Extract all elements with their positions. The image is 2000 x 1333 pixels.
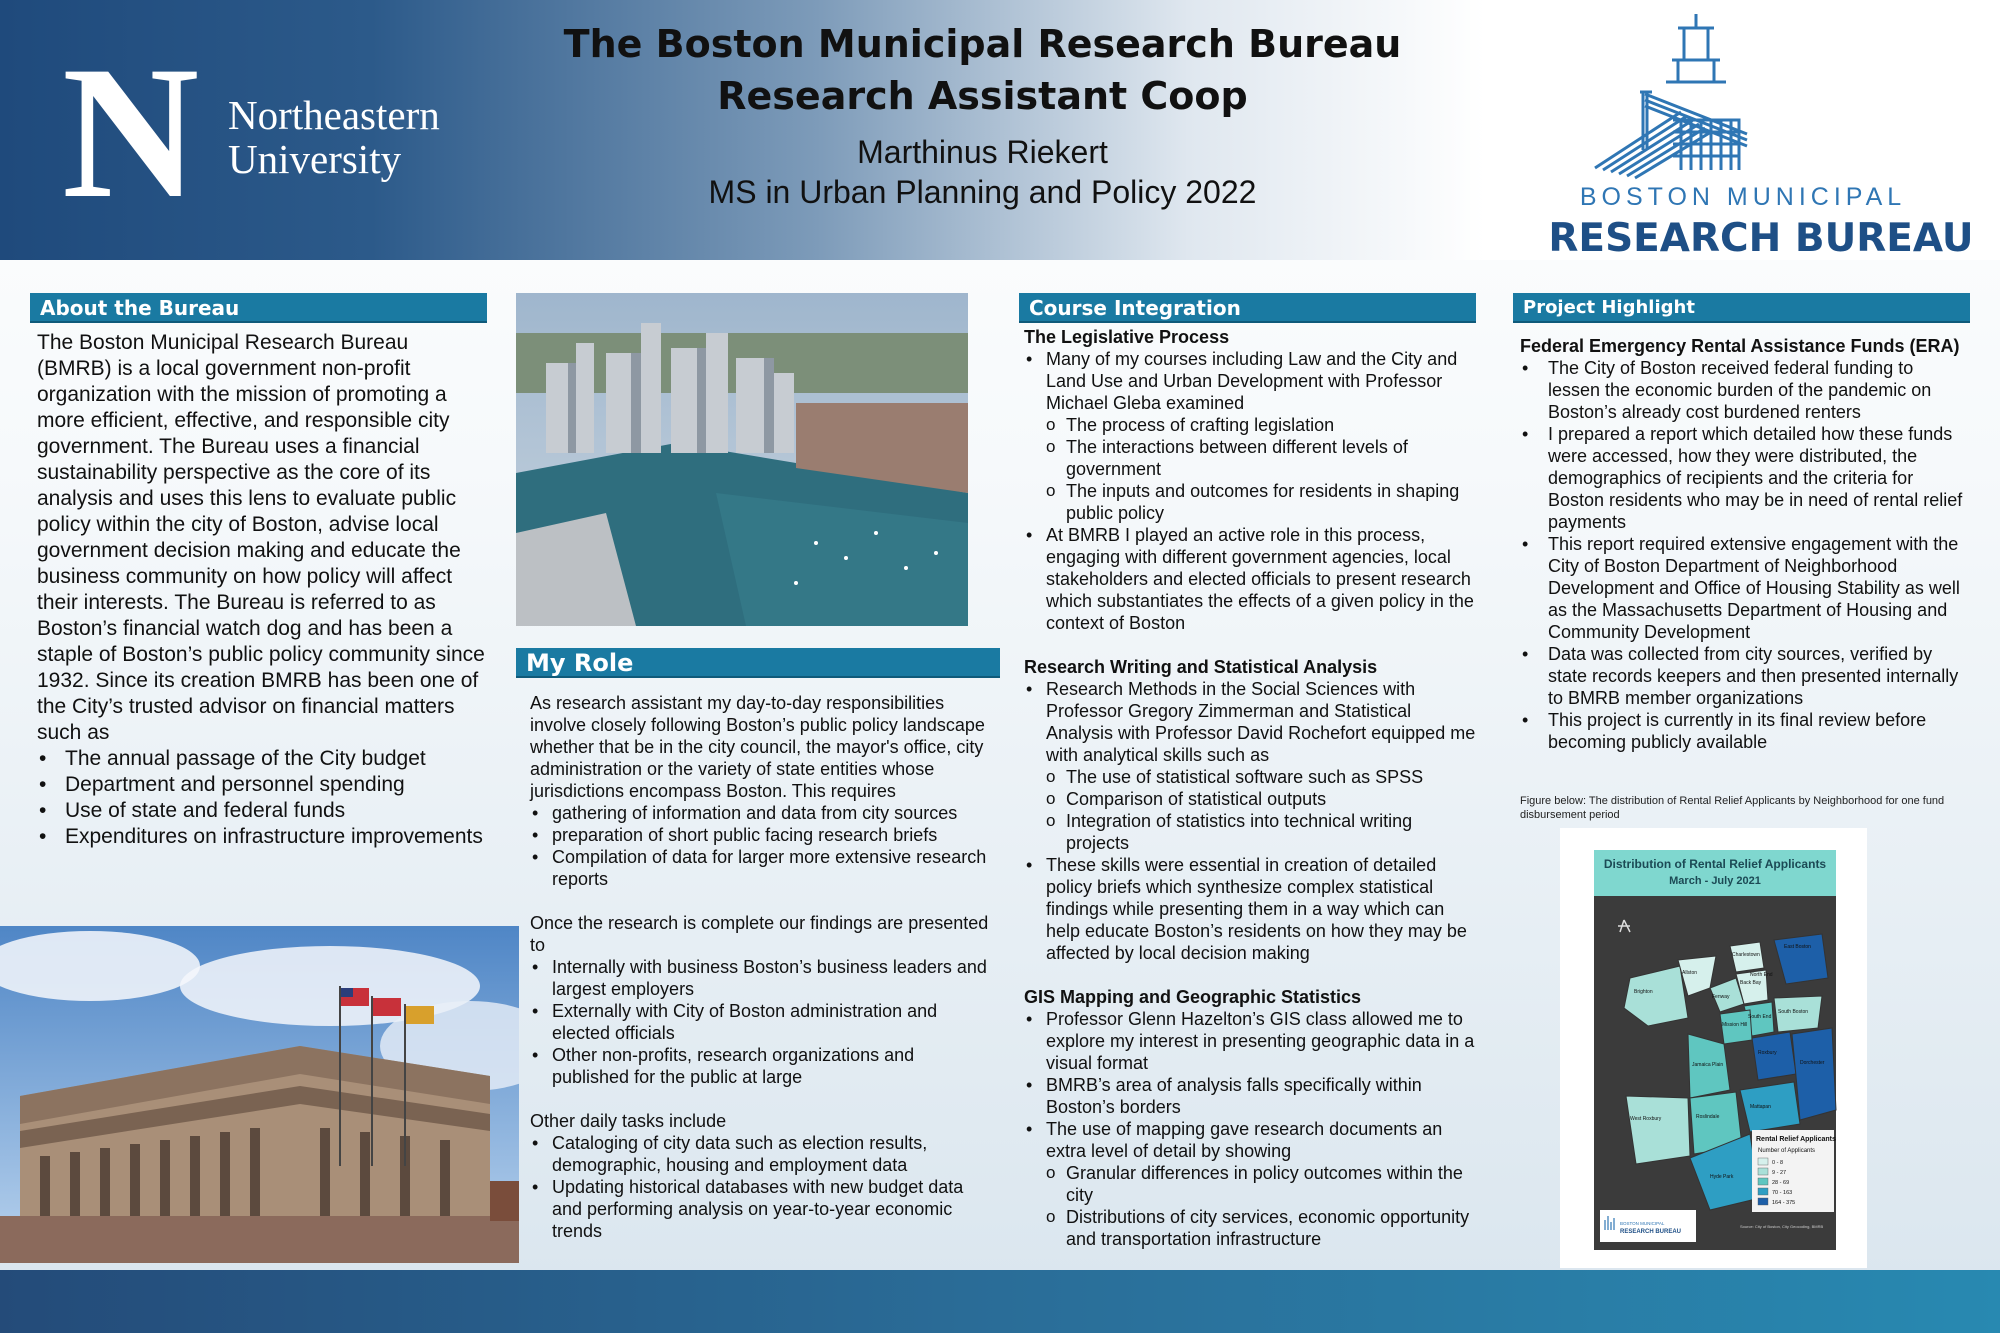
list-item: • Data was collected from city sources, verified by state records keepers and then presented internally to BMRB member organizations (1520, 643, 1970, 709)
map-logo-line1: BOSTON MUNICIPAL (1620, 1221, 1665, 1226)
my-role-other-list (530, 1132, 990, 1242)
list-item: • preparation of short public facing research briefs (530, 824, 990, 846)
label-roslindale: Roslindale (1696, 1114, 1720, 1120)
highlight-bullet-list (1520, 357, 1970, 753)
legend-swatch (1758, 1198, 1768, 1205)
my-role-findings-list (530, 956, 990, 1088)
course-section (1024, 326, 1476, 1250)
poster-footer (0, 1270, 2000, 1333)
sub-list-item: o The inputs and outcomes for residents in shaping public policy (1024, 480, 1476, 524)
my-role-requires-list (530, 802, 990, 890)
sub-list-item: o The process of crafting legislation (1024, 414, 1476, 436)
highlight-section (1520, 335, 1970, 753)
list-item: • BMRB’s area of analysis falls specifically within Boston’s borders (1024, 1074, 1476, 1118)
legend-label: 9 - 27 (1772, 1170, 1787, 1176)
list-item: • Other non-profits, research organizations and published for the public at large (530, 1044, 990, 1088)
about-section (37, 330, 485, 850)
list-item-text: Research Methods in the Social Sciences with Professor Gregory Zimmerman and Statistical Analysis with Professor David Rochefort equipped me with analytical skills such as (1046, 679, 1476, 765)
about-heading: About the Bureau (30, 293, 487, 323)
list-item: • At BMRB I played an active role in this process, engaging with different government agencies, local stakeholders and elected officials to present research which substantiates the effects of a given policy in the context of Boston (1024, 524, 1476, 634)
list-item: • These skills were essential in creation of detailed policy briefs which synthesize complex statistical findings while presenting them in a way which can help educate Boston’s residents on how they may be affected by local decision making (1024, 854, 1476, 964)
map-logo-line2: RESEARCH BUREAU (1620, 1229, 1682, 1235)
list-item: • Updating historical databases with new budget data and performing analysis on year-to-year economic trends (530, 1176, 990, 1242)
sub-list-item: o The interactions between different levels of government (1024, 436, 1476, 480)
poster-title-line2: Research Assistant Coop (717, 74, 1248, 118)
legend-title: Rental Relief Applicants (1756, 1136, 1836, 1143)
legend-swatch (1758, 1178, 1768, 1185)
sub-list (1046, 414, 1476, 524)
label-back-bay: Back Bay (1740, 980, 1762, 986)
list-item (1024, 1118, 1476, 1250)
university-name-line2: University (228, 136, 402, 182)
legend-swatch (1758, 1188, 1768, 1195)
region-west-roxbury (1626, 1096, 1690, 1164)
label-north-end: North End (1750, 972, 1773, 978)
list-item: • Use of state and federal funds (37, 798, 485, 824)
label-fenway: Fenway (1712, 994, 1730, 1000)
label-mattapan: Mattapan (1750, 1104, 1771, 1110)
poster-header (0, 0, 1485, 260)
my-role-intro: As research assistant my day-to-day responsibilities involve closely following Boston’s public policy landscape whether that be in the city council, the mayor's office, city administration or the variety of state entities whose jurisdictions encompass Boston. This requires (530, 693, 985, 801)
label-mission-hill: Mission Hill (1722, 1022, 1748, 1028)
legend-label: 70 - 163 (1772, 1190, 1793, 1196)
region-dorchester (1792, 1028, 1836, 1120)
bmrb-logo (1485, 0, 2000, 260)
bmrb-logo-line2: RESEARCH BUREAU (1548, 216, 1974, 260)
my-role-section (530, 692, 990, 1242)
legend-swatch (1758, 1168, 1768, 1175)
my-role-other-intro: Other daily tasks include (530, 1111, 727, 1131)
highlight-heading: Project Highlight (1513, 293, 1970, 323)
my-role-heading: My Role (516, 648, 1000, 678)
list-item: • This project is currently in its final review before becoming publicly available (1520, 709, 1970, 753)
label-roxbury: Roxbury (1758, 1050, 1777, 1056)
label-dorchester: Dorchester (1800, 1060, 1825, 1066)
list-item: • Expenditures on infrastructure improvements (37, 824, 485, 850)
list-item-text: Many of my courses including Law and the City and Land Use and Urban Development with Professor Michael Gleba examined (1046, 349, 1458, 413)
my-role-findings-intro: Once the research is complete our findings are presented to (530, 913, 989, 955)
list-item: • The annual passage of the City budget (37, 746, 485, 772)
course-heading: Course Integration (1019, 293, 1476, 323)
about-bullet-list (37, 746, 485, 850)
bmrb-logo-line1: BOSTON MUNICIPAL (1579, 183, 1907, 211)
label-hyde-park: Hyde Park (1710, 1174, 1734, 1180)
legend-swatch (1758, 1158, 1768, 1165)
label-south-boston: South Boston (1778, 1009, 1809, 1015)
university-name-line1: Northeastern (228, 92, 440, 138)
label-west-roxbury: West Roxbury (1630, 1116, 1662, 1122)
region-roxbury (1752, 1032, 1796, 1080)
sub-list (1046, 766, 1476, 854)
course-subhead-legislative: The Legislative Process (1024, 327, 1230, 347)
label-allston: Allston (1682, 970, 1698, 976)
poster-title-line1: The Boston Municipal Research Bureau (563, 22, 1402, 66)
bmrb-tower-bridge-icon (1485, 0, 2000, 260)
list-item: • gathering of information and data from city sources (530, 802, 990, 824)
sub-list (1046, 1162, 1476, 1250)
course-gis-list (1024, 1008, 1476, 1250)
boston-aerial-photo (516, 293, 968, 626)
course-subhead-gis: GIS Mapping and Geographic Statistics (1024, 987, 1362, 1007)
northeastern-wordmark (228, 93, 440, 181)
poster-title-block (500, 18, 1465, 212)
rental-relief-map-svg (1560, 828, 1867, 1268)
list-item: • Externally with City of Boston administration and elected officials (530, 1000, 990, 1044)
figure-caption: Figure below: The distribution of Rental Relief Applicants by Neighborhood for one fund disbursement period (1520, 795, 1945, 821)
highlight-title: Federal Emergency Rental Assistance Funds (ERA) (1520, 336, 1960, 356)
label-charlestown: Charlestown (1732, 952, 1760, 958)
map-title-line1: Distribution of Rental Relief Applicants (1603, 857, 1827, 871)
about-paragraph: The Boston Municipal Research Bureau (BMRB) is a local government non-profit organization with the mission of promoting a more efficient, effective, and responsible city government. The Bureau uses a financial sustainability perspective as the core of its analysis and uses this lens to evaluate public policy within the city of Boston, advise local government decision making and educate the business community on how policy will affect their interests. The Bureau is referred to as Boston’s financial watch dog and has been a staple of Boston’s public policy community since 1932. Since its creation BMRB has been one of the City’s trusted advisor on financial matters such as (37, 331, 485, 744)
list-item: • Department and personnel spending (37, 772, 485, 798)
course-subhead-research: Research Writing and Statistical Analysis (1024, 657, 1378, 677)
list-item-text: The use of mapping gave research documents an extra level of detail by showing (1046, 1119, 1443, 1161)
legend-subtitle: Number of Applicants (1758, 1148, 1816, 1154)
map-title-line2: March - July 2021 (1669, 875, 1761, 887)
label-south-end: South End (1748, 1014, 1772, 1020)
author-name: Marthinus Riekert (857, 134, 1108, 170)
list-item: • Professor Glenn Hazelton’s GIS class allowed me to explore my interest in presenting geographic data in a visual format (1024, 1008, 1476, 1074)
sub-list-item: o The use of statistical software such as SPSS (1024, 766, 1476, 788)
list-item (1024, 348, 1476, 524)
legend-label: 164 - 375 (1772, 1200, 1796, 1206)
legend-label: 0 - 8 (1772, 1160, 1784, 1166)
legend-label: 28 - 69 (1772, 1180, 1790, 1186)
list-item: • Cataloging of city data such as election results, demographic, housing and employment data (530, 1132, 990, 1176)
list-item: • Internally with business Boston’s business leaders and largest employers (530, 956, 990, 1000)
map-source-note: Source: City of Boston, City Geocoding, BMRB (1740, 1224, 1824, 1229)
list-item: • The City of Boston received federal funding to lessen the economic burden of the pandemic on Boston’s already cost burdened renters (1520, 357, 1970, 423)
sub-list-item: o Granular differences in policy outcomes within the city (1024, 1162, 1476, 1206)
sub-list-item: o Distributions of city services, economic opportunity and transportation infrastructure (1024, 1206, 1476, 1250)
label-brighton: Brighton (1634, 989, 1653, 995)
city-hall-photo (0, 926, 519, 1263)
northeastern-n-logo: N (62, 28, 200, 238)
course-research-list (1024, 678, 1476, 964)
label-east-boston: East Boston (1784, 944, 1811, 950)
course-legislative-list (1024, 348, 1476, 634)
label-jamaica-plain: Jamaica Plain (1692, 1062, 1724, 1068)
list-item: • I prepared a report which detailed how these funds were accessed, how they were distributed, the demographics of recipients and the criteria for Boston residents who may be in need of rental relief payments (1520, 423, 1970, 533)
degree-line: MS in Urban Planning and Policy 2022 (708, 174, 1257, 210)
list-item (1024, 678, 1476, 854)
sub-list-item: o Integration of statistics into technical writing projects (1024, 810, 1476, 854)
list-item: • Compilation of data for larger more extensive research reports (530, 846, 990, 890)
sub-list-item: o Comparison of statistical outputs (1024, 788, 1476, 810)
rental-relief-map (1560, 828, 1867, 1268)
list-item: • This report required extensive engagement with the City of Boston Department of Neighborhood Development and Office of Housing Stability as well as the Massachusetts Department of Housing and Community Development (1520, 533, 1970, 643)
